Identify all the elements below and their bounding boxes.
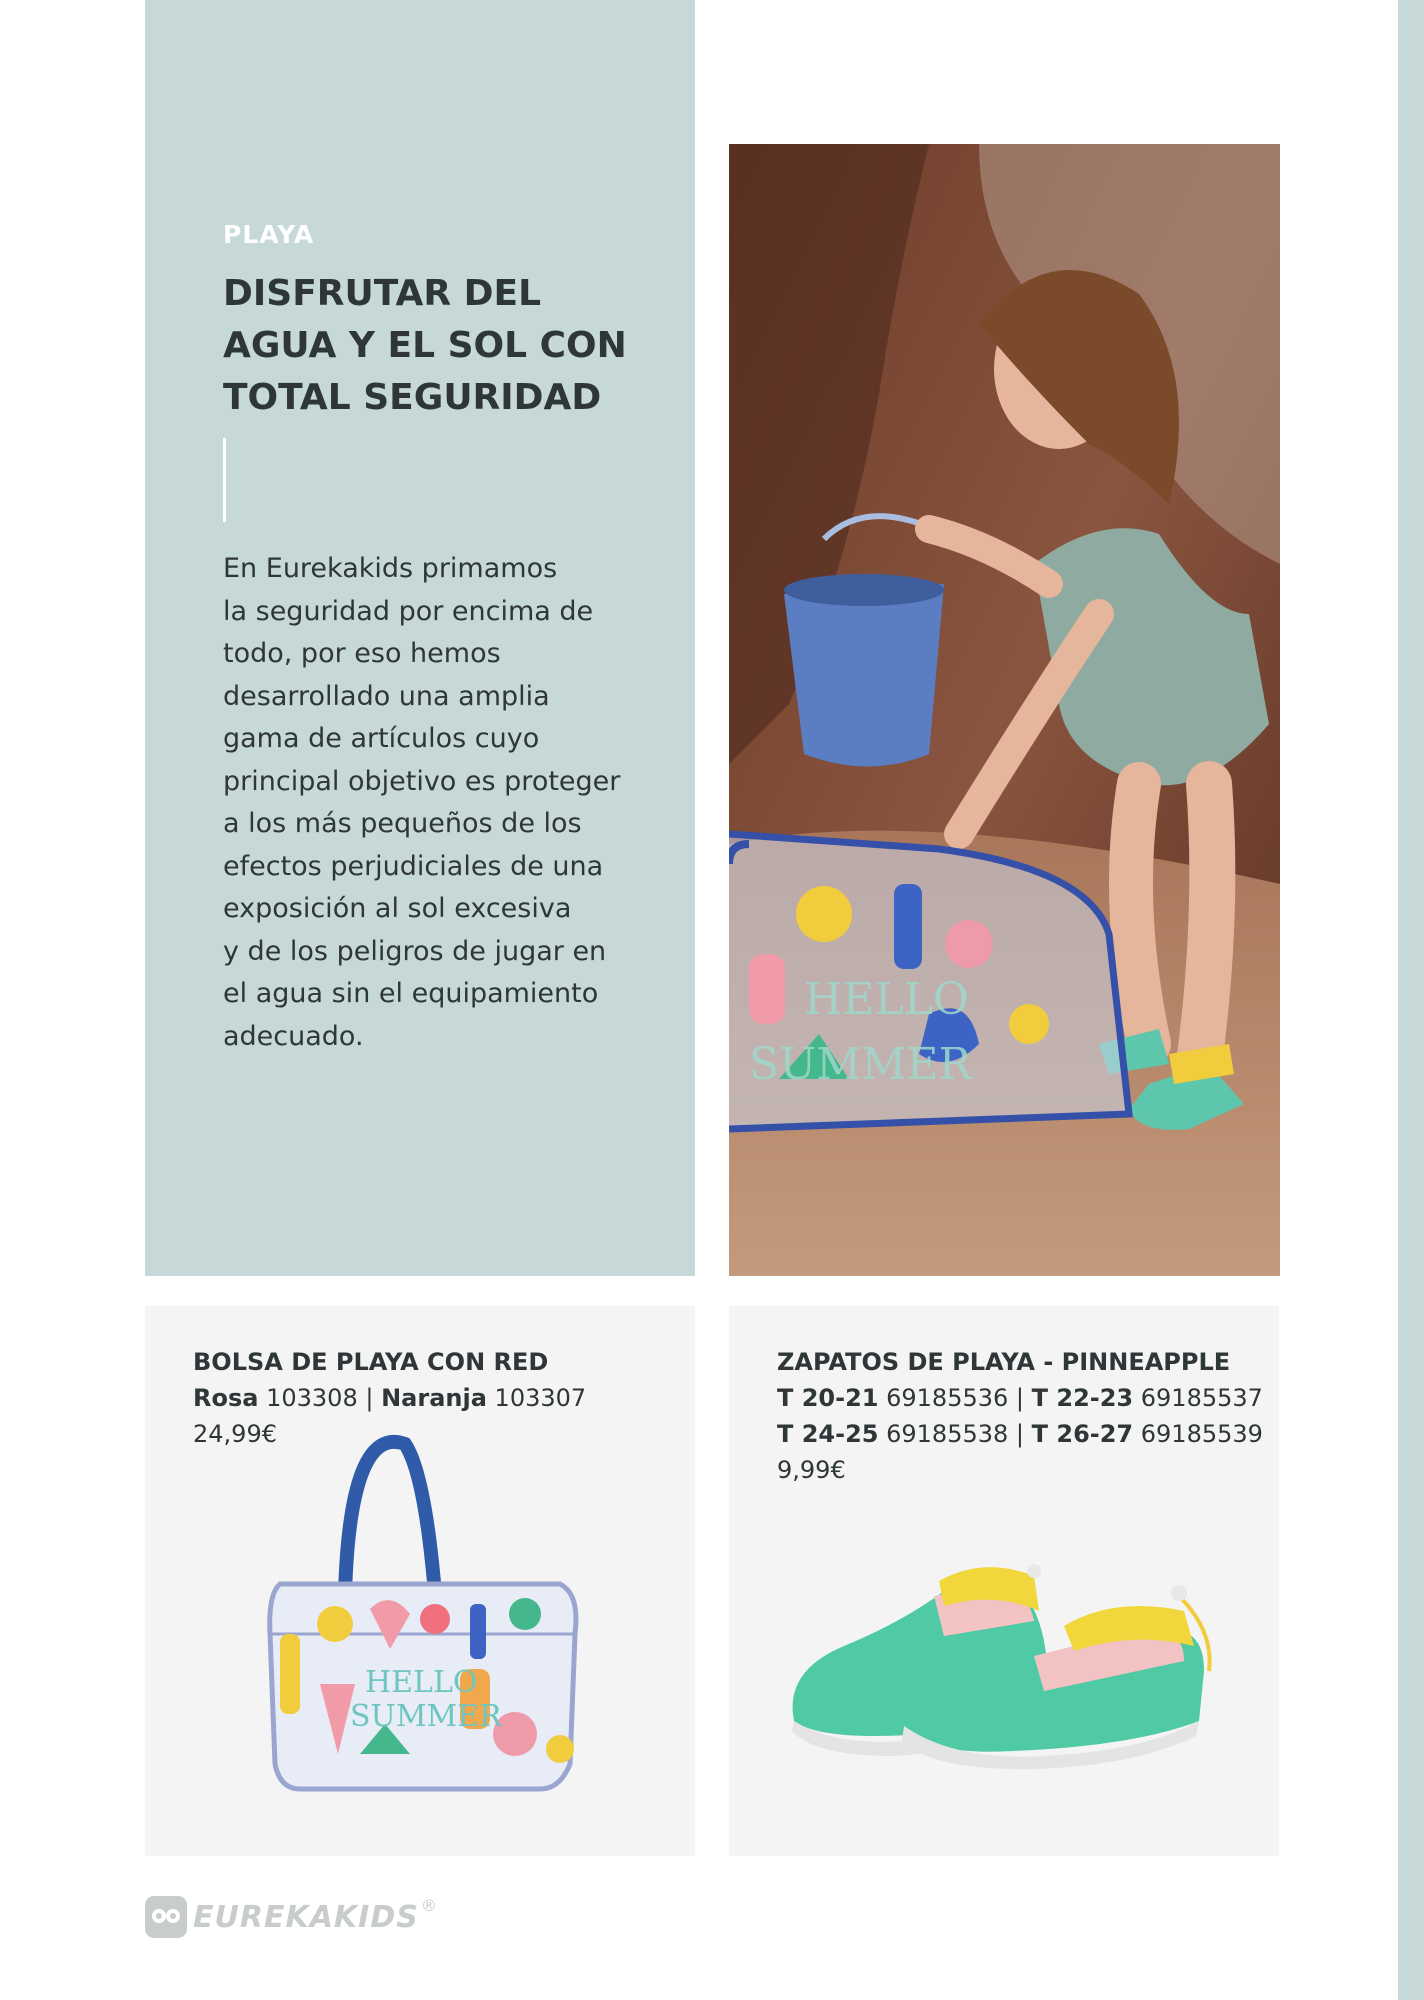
- product-variants: [193, 1384, 586, 1412]
- size-separator: |: [1015, 1420, 1032, 1448]
- headline-divider: [223, 438, 226, 522]
- product-title: BOLSA DE PLAYA CON RED: [193, 1348, 549, 1376]
- product-card-beach-shoes[interactable]: [729, 1306, 1279, 1856]
- headline-line: DISFRUTAR DEL: [223, 273, 542, 314]
- product-price: 24,99€: [193, 1420, 277, 1448]
- product-sizes: [777, 1384, 1263, 1412]
- size-code: 69185537: [1140, 1384, 1263, 1412]
- section-kicker: PLAYA: [223, 220, 315, 249]
- paragraph-line: exposición al sol excesiva: [223, 893, 572, 924]
- variant-code: 103308: [266, 1384, 358, 1412]
- product-price: 9,99€: [777, 1456, 846, 1484]
- variant-label: Naranja: [381, 1384, 487, 1412]
- headline-line: TOTAL SEGURIDAD: [223, 377, 602, 418]
- paragraph-line: y de los peligros de jugar en: [223, 935, 607, 967]
- product-title: ZAPATOS DE PLAYA - PINNEAPPLE: [777, 1348, 1231, 1376]
- paragraph-line: efectos perjudiciales de una: [223, 850, 604, 882]
- variant-label: Rosa: [193, 1384, 259, 1412]
- beach-bag-icon: [260, 1434, 580, 1804]
- variant-code: 103307: [494, 1384, 587, 1412]
- headline-line: AGUA Y EL SOL CON: [223, 325, 627, 366]
- paragraph-line: adecuado.: [223, 1020, 364, 1052]
- paragraph-line: desarrollado una amplia: [223, 680, 550, 712]
- size-code: 69185538: [886, 1420, 1009, 1448]
- intro-paragraph: [223, 548, 643, 1058]
- size-code: 69185539: [1140, 1420, 1263, 1448]
- svg-text:SUMMER: SUMMER: [350, 1699, 502, 1734]
- registered-mark: ®: [420, 1896, 437, 1915]
- variant-separator: |: [365, 1384, 382, 1412]
- product-sizes: [777, 1420, 1263, 1448]
- product-card-beach-bag[interactable]: [145, 1306, 695, 1856]
- size-code: 69185536: [886, 1384, 1009, 1412]
- brand-name: EUREKAKIDS: [193, 1899, 419, 1935]
- paragraph-line: la seguridad por encima de: [223, 595, 594, 627]
- page-headline: [223, 268, 643, 424]
- paragraph-line: el agua sin el equipamiento: [223, 978, 599, 1009]
- beach-photo: [729, 144, 1280, 1276]
- svg-text:HELLO: HELLO: [804, 974, 969, 1025]
- svg-text:HELLO: HELLO: [365, 1665, 478, 1700]
- brand-logo: [145, 1896, 437, 1938]
- size-label: T 20-21: [777, 1384, 879, 1412]
- size-separator: |: [1015, 1384, 1032, 1412]
- paragraph-line: principal objetivo es proteger: [223, 765, 621, 797]
- paragraph-line: a los más pequeños de los: [223, 808, 582, 839]
- paragraph-line: todo, por eso hemos: [223, 638, 501, 669]
- beach-shoes-icon: [784, 1551, 1224, 1771]
- intro-panel: [145, 0, 695, 1276]
- owl-logo-icon: [145, 1896, 187, 1938]
- decorative-side-strip: [1398, 0, 1424, 2000]
- size-label: T 22-23: [1031, 1384, 1134, 1412]
- size-label: T 24-25: [777, 1420, 879, 1448]
- paragraph-line: En Eurekakids primamos: [223, 553, 558, 584]
- size-label: T 26-27: [1031, 1420, 1134, 1448]
- svg-text:SUMMER: SUMMER: [749, 1039, 972, 1090]
- paragraph-line: gama de artículos cuyo: [223, 723, 540, 754]
